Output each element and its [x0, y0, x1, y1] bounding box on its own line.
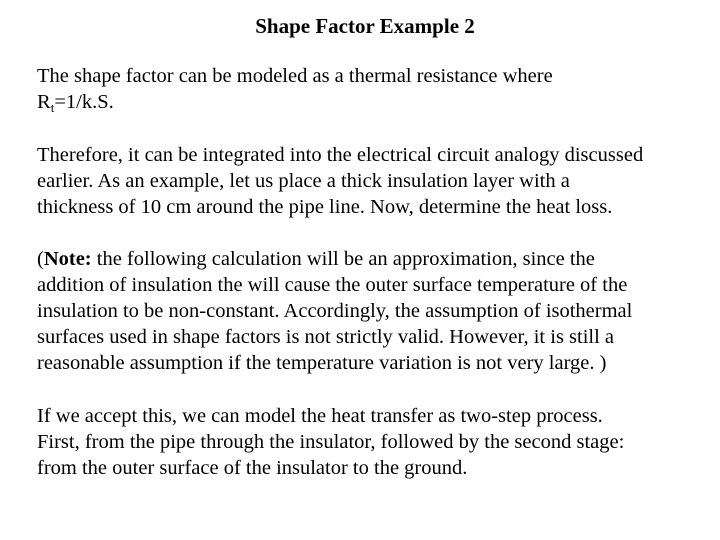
paragraph-line: addition of insulation the will cause the outer surface temperature of the: [37, 274, 628, 296]
paragraph-thermal-resistance: [37, 63, 707, 117]
paragraph-line: The shape factor can be modeled as a thermal resistance where: [37, 65, 553, 87]
paragraph-line: Therefore, it can be integrated into the electrical circuit analogy discussed: [37, 144, 644, 166]
paragraph-line: If we accept this, we can model the heat transfer as two-step process.: [37, 405, 603, 427]
paragraph-line: reasonable assumption if the temperature variation is not very large. ): [37, 352, 607, 374]
paragraph-line: thickness of 10 cm around the pipe line. Now, determine the heat loss.: [37, 196, 613, 218]
paragraph-two-step-process: [37, 403, 707, 481]
note-text: the following calculation will be an approximation, since the: [91, 248, 595, 270]
paragraph-line: earlier. As an example, let us place a thick insulation layer with a: [37, 170, 570, 192]
formula-symbol: R: [37, 91, 51, 113]
formula-subscript: t: [50, 100, 55, 115]
paragraph-line: [37, 246, 707, 272]
paragraph-insulation-example: [37, 142, 707, 220]
paragraph-line: First, from the pipe through the insulator, followed by the second stage:: [37, 431, 625, 453]
resistance-formula: [37, 89, 707, 117]
paragraph-line: insulation to be non-constant. Accordingly, the assumption of isothermal: [37, 300, 633, 322]
formula-expression: =1/k.S.: [54, 91, 114, 113]
paragraph-note: [37, 246, 707, 376]
paragraph-line: surfaces used in shape factors is not strictly valid. However, it is still a: [37, 326, 615, 348]
note-label: Note:: [43, 248, 92, 270]
open-paren: (: [37, 248, 44, 270]
paragraph-line: from the outer surface of the insulator to the ground.: [37, 457, 468, 479]
slide-title: Shape Factor Example 2: [255, 14, 475, 38]
